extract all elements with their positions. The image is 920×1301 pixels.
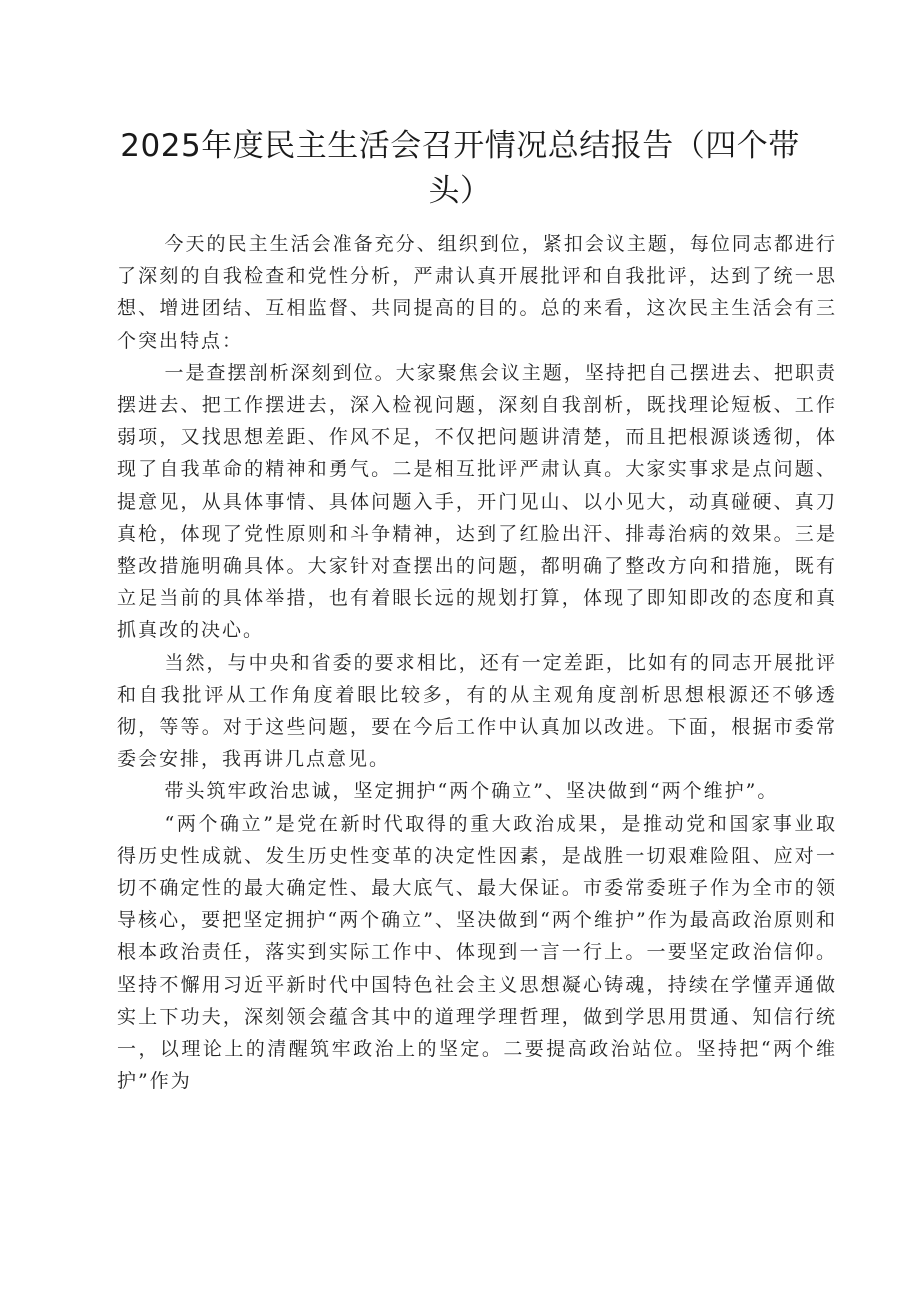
document-title: 2025年度民主生活会召开情况总结报告（四个带头） xyxy=(120,128,800,209)
paragraph-heading-loyalty: 带头筑牢政治忠诚，坚定拥护“两个确立”、坚决做到“两个维护”。 xyxy=(164,780,779,803)
paragraph-two-establishments: “两个确立”是党在新时代取得的重大政治成果，是推动党和国家事业取得历史性成就、发生历史性变革的决定性因素，是战胜一切艰难险阻、应对一切不确定性的最大确定性、最大底气、最大保证。市委常委班子作为全市的领导核心，要把坚定拥护“两个确立”、坚决做到“两个维护”作为最高政治原则和根本政治责任，落实到实际工作中、体现到一言一行上。一要坚定政治信仰。坚持不懈用习近平新时代中国特色社会主义思想凝心铸魂，持续在学懂弄通做实上下功夫，深刻领会蕴含其中的道理学理哲理，做到学思用贯通、知信行统一，以理论上的清醒筑牢政治上的坚定。二要提高政治站位。坚持把“两个维护”作为 xyxy=(117,812,837,1093)
paragraph-intro: 今天的民主生活会准备充分、组织到位，紧扣会议主题，每位同志都进行了深刻的自我检查和党性分析，严肃认真开展批评和自我批评，达到了统一思想、增进团结、互相监督、共同提高的目的。总的来看，这次民主生活会有三个突出特点： xyxy=(117,233,837,352)
paragraph-gaps: 当然，与中央和省委的要求相比，还有一定差距，比如有的同志开展批评和自我批评从工作角度着眼比较多，有的从主观角度剖析思想根源还不够透彻，等等。对于这些问题，要在今后工作中认真加以改进。下面，根据市委常委会安排，我再讲几点意见。 xyxy=(117,651,837,771)
document-body xyxy=(117,228,837,1097)
paragraph-features: 一是查摆剖析深刻到位。大家聚焦会议主题，坚持把自己摆进去、把职责摆进去、把工作摆进去，深入检视问题，深刻自我剖析，既找理论短板、工作弱项，又找思想差距、作风不足，不仅把问题讲清楚，而且把根源谈透彻，体现了自我革命的精神和勇气。二是相互批评严肃认真。大家实事求是点问题、提意见，从具体事情、具体问题入手，开门见山、以小见大，动真碰硬、真刀真枪，体现了党性原则和斗争精神，达到了红脸出汗、排毒治病的效果。三是整改措施明确具体。大家针对查摆出的问题，都明确了整改方向和措施，既有立足当前的具体举措，也有着眼长远的规划打算，体现了即知即改的态度和真抓真改的决心。 xyxy=(117,361,837,642)
